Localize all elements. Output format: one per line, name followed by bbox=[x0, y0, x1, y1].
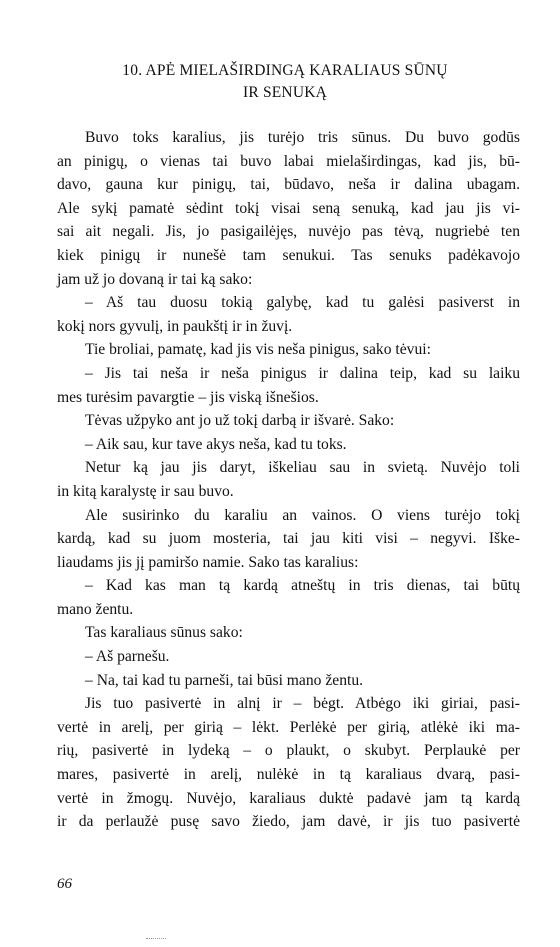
text-line: – Kad kas man tą kardą atneštų in tris dienas, tai būtų bbox=[85, 577, 520, 595]
text-line: Tėvas užpyko ant jo už tokį darbą ir išvarė. Sako: bbox=[85, 412, 395, 430]
text-line: vertė in arelį, per girią – lėkt. Perlėkė per girią, atlėkė iki ma- bbox=[57, 718, 520, 736]
text-line: kiek pinigų ir nunešė tam senukui. Tas senuks padėkavojo bbox=[57, 246, 520, 264]
text-line: – Aik sau, kur tave akys neša, kad tu toks. bbox=[85, 435, 347, 453]
story-body bbox=[57, 126, 520, 834]
text-line: – Aš tau duosu tokią galybę, kad tu galėsi pasiverst in bbox=[85, 294, 520, 312]
text-line: – Jis tai neša ir neša pinigus ir dalina teip, kad su laiku bbox=[85, 364, 520, 382]
text-line: ir da perlaužė pusę savo žiedo, jam davė, ir jis tuo pasivertė bbox=[57, 813, 520, 831]
text-line: Jis tuo pasivertė in alnį ir – bėgt. Atbėgo iki giriai, pasi- bbox=[85, 695, 520, 713]
text-line: vertė in žmogų. Nuvėjo, karaliaus duktė padavė jam tą kardą bbox=[57, 789, 520, 807]
text-line: in kitą karalystę ir sau buvo. bbox=[57, 482, 234, 500]
text-line: sai ait negali. Jis, jo pasigailėjęs, nuvėjo pas tėvą, nugriebė ten bbox=[57, 223, 520, 241]
text-line: Tas karaliaus sūnus sako: bbox=[85, 624, 243, 642]
text-line: mes turėsim pavargtie – jis viską išnešios. bbox=[57, 388, 319, 406]
text-line: mano žentu. bbox=[57, 600, 134, 618]
text-line: kokį nors gyvulį, in paukštį ir in žuvį. bbox=[57, 317, 293, 335]
text-line: rių, pasivertė in lydeką – o plaukt, o skubyt. Perplaukė per bbox=[57, 742, 520, 760]
footer-mark bbox=[146, 938, 166, 941]
text-line: jam už jo dovaną ir tai ką sako: bbox=[57, 270, 253, 288]
text-line: Ale sykį pamatė sėdint tokį visai seną senuką, kad jau jis vi- bbox=[57, 199, 520, 217]
text-line: an pinigų, o vienas tai buvo labai mielaširdingas, kad jis, bū- bbox=[57, 152, 520, 170]
chapter-title-line-1: 10. APĖ MIELAŠIRDINGĄ KARALIAUS SŪNŲ bbox=[122, 62, 448, 79]
page-number: 66 bbox=[57, 876, 72, 892]
chapter-title-line-2: IR SENUKĄ bbox=[242, 84, 328, 101]
text-line: – Aš parnešu. bbox=[85, 648, 170, 666]
text-line: mares, pasivertė in arelį, nulėkė in tą karaliaus dvarą, pasi- bbox=[57, 766, 520, 784]
text-line: kardą, kad su juom mosteria, tai jau kiti visi – negyvi. Iške- bbox=[57, 530, 520, 548]
text-line: – Na, tai kad tu parneši, tai būsi mano žentu. bbox=[85, 671, 364, 689]
chapter-title bbox=[60, 60, 510, 104]
text-line: davo, gauna kur pinigų, tai, būdavo, neša ir dalina ubagam. bbox=[57, 176, 520, 194]
text-line: Buvo toks karalius, jis turėjo tris sūnus. Du buvo godūs bbox=[85, 129, 520, 146]
text-line: liaudams jis jį pamiršo namie. Sako tas karalius: bbox=[57, 553, 359, 571]
text-line: Netur ką jau jis daryt, iškeliau sau in svietą. Nuvėjo toli bbox=[85, 459, 520, 477]
text-line: Ale susirinko du karaliu an vainos. O viens turėjo tokį bbox=[85, 506, 520, 524]
text-line: Tie broliai, pamatę, kad jis vis neša pinigus, sako tėvui: bbox=[85, 341, 431, 359]
